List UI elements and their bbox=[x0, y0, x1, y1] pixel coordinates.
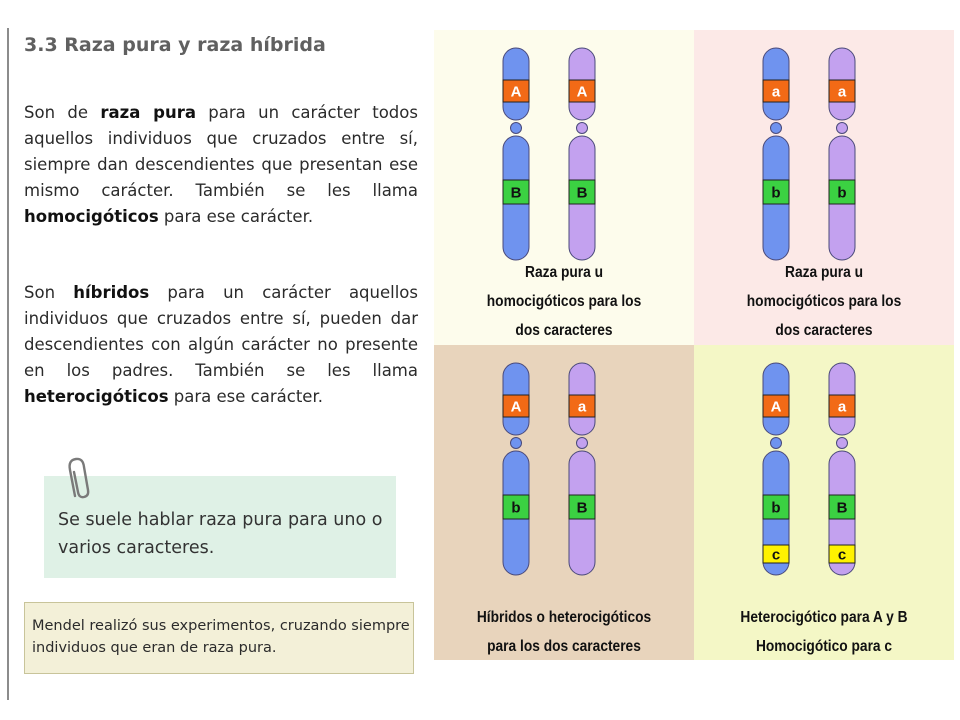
gene-label: B bbox=[576, 184, 588, 202]
centromere bbox=[577, 438, 588, 449]
panel-pure-recessive bbox=[694, 30, 954, 345]
panel-pure-dominant bbox=[434, 30, 694, 345]
gene-label: b bbox=[771, 499, 781, 517]
gene-label: A bbox=[510, 398, 522, 416]
left-border bbox=[7, 28, 9, 700]
panel-caption: Raza pura u homocigóticos para los dos caracteres bbox=[746, 264, 902, 339]
chromosome-blue bbox=[503, 363, 529, 575]
chromosome-blue bbox=[503, 48, 529, 260]
panel-heterozygous-ab bbox=[694, 345, 954, 660]
paperclip-icon bbox=[66, 456, 94, 502]
panel-hybrid bbox=[434, 345, 694, 660]
gene-label: B bbox=[836, 499, 848, 517]
gene-label: A bbox=[576, 83, 588, 101]
gene-label: a bbox=[837, 83, 847, 101]
note-box bbox=[44, 476, 396, 578]
gene-label: B bbox=[576, 499, 588, 517]
gene-label: c bbox=[837, 546, 847, 564]
paragraph-hybrid: Son híbridos para un carácter aquellos individuos que cruzados entre sí, pueden dar descendientes con algún carácter no presente en los padres. También se les llama heterocigóticos para ese carácter. bbox=[24, 283, 419, 406]
centromere bbox=[771, 123, 782, 134]
chromosome-purple bbox=[829, 363, 855, 575]
gene-label: b bbox=[837, 184, 847, 202]
gene-label: A bbox=[510, 83, 522, 101]
gene-label: A bbox=[770, 398, 782, 416]
gene-label: a bbox=[837, 398, 847, 416]
centromere bbox=[771, 438, 782, 449]
chromosome-purple bbox=[829, 48, 855, 260]
note-text: Se suele hablar raza pura para uno o varios caracteres. bbox=[58, 510, 383, 558]
gene-label: c bbox=[771, 546, 781, 564]
chromosome-purple bbox=[569, 48, 595, 260]
centromere bbox=[511, 438, 522, 449]
info-box bbox=[24, 602, 414, 674]
chromosome-purple bbox=[569, 363, 595, 575]
gene-label: a bbox=[771, 83, 781, 101]
gene-label: a bbox=[577, 398, 587, 416]
centromere bbox=[837, 438, 848, 449]
gene-label: B bbox=[510, 184, 522, 202]
gene-label: b bbox=[511, 499, 521, 517]
panel-caption: Heterocigótico para A y B Homocigótico para c bbox=[740, 609, 908, 655]
gene-label: b bbox=[771, 184, 781, 202]
info-box-text: Mendel realizó sus experimentos, cruzando siempre individuos que eran de raza pura. bbox=[32, 618, 410, 656]
chromosome-blue bbox=[763, 363, 789, 575]
page-title: 3.3 Raza pura y raza híbrida bbox=[24, 34, 326, 56]
chromosome-figure bbox=[434, 30, 954, 660]
panel-caption: Raza pura u homocigóticos para los dos caracteres bbox=[486, 264, 642, 339]
centromere bbox=[577, 123, 588, 134]
panel-caption: Híbridos o heterocigóticos para los dos caracteres bbox=[476, 609, 652, 655]
paragraph-pure-breed: Son de raza pura para un carácter todos aquellos individuos que cruzados entre sí, siempre dan descendientes que presentan ese mismo carácter. También se les llama homocigóticos para ese carácter. bbox=[24, 103, 418, 226]
centromere bbox=[511, 123, 522, 134]
centromere bbox=[837, 123, 848, 134]
chromosome-blue bbox=[763, 48, 789, 260]
